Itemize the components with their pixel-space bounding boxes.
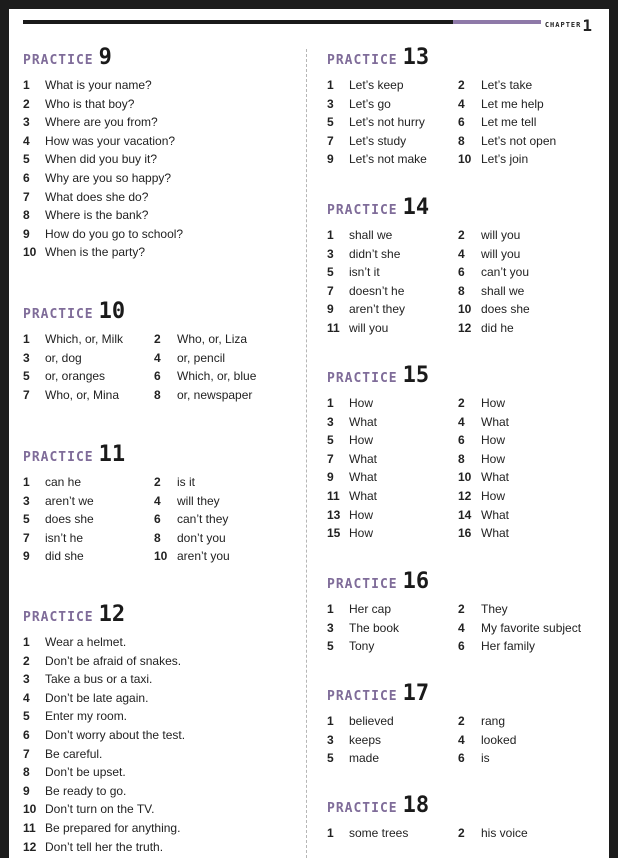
- answer-text: isn’t it: [349, 265, 380, 280]
- answer-text: didn’t she: [349, 246, 401, 261]
- practice-9-section: [23, 46, 303, 262]
- answer-number: 10: [154, 549, 168, 564]
- answer-number: 7: [23, 189, 30, 204]
- answer-row: [327, 300, 609, 319]
- answer-number: 3: [23, 493, 30, 508]
- answer-text: Let’s take: [481, 78, 533, 92]
- answer-number: 4: [458, 246, 465, 261]
- answer-text: How do you go to school?: [45, 226, 184, 241]
- answer-text: keeps: [349, 732, 382, 747]
- answer-number: 4: [458, 732, 465, 747]
- answer-text: Who, or, Mina: [45, 387, 120, 402]
- practice-number: 11: [98, 442, 126, 467]
- answer-number: 9: [327, 302, 334, 317]
- answer-row: [23, 76, 303, 95]
- answer-text: some trees: [349, 826, 409, 840]
- answer-number: 6: [23, 170, 30, 185]
- practice-heading: [327, 364, 609, 386]
- answer-number: 4: [458, 414, 465, 429]
- answer-text: or, dog: [45, 350, 82, 365]
- answer-text: What: [349, 451, 378, 466]
- answer-number: 10: [458, 152, 472, 167]
- answer-row: [23, 707, 303, 726]
- answer-number: 1: [327, 396, 334, 410]
- answer-row: [23, 633, 303, 652]
- practice-heading: [327, 46, 609, 68]
- answer-row: [23, 800, 303, 819]
- practice-18-section: [327, 794, 609, 843]
- practice-label: PRACTICE: [23, 307, 94, 322]
- answer-text: What: [481, 507, 510, 522]
- answer-text: does she: [481, 302, 530, 317]
- answer-number: 3: [23, 115, 30, 130]
- answer-text: Who is that boy?: [45, 96, 135, 111]
- practice-label: PRACTICE: [327, 371, 398, 386]
- practice-15-section: [327, 364, 609, 543]
- answer-number: 10: [458, 302, 472, 317]
- answer-text: My favorite subject: [481, 620, 582, 635]
- answer-row: [327, 132, 609, 151]
- answer-number: 16: [458, 526, 472, 541]
- answer-number: 8: [23, 208, 30, 223]
- answer-number: 11: [327, 488, 340, 503]
- answer-text: How: [349, 396, 374, 410]
- answer-row: [23, 150, 303, 169]
- answer-number: 9: [327, 470, 334, 485]
- answer-row: [327, 619, 609, 638]
- answer-text: aren’t we: [45, 493, 94, 508]
- answer-number: 4: [458, 620, 465, 635]
- answer-row: [327, 394, 609, 413]
- answer-text: will you: [349, 320, 389, 335]
- answer-number: 2: [458, 78, 465, 92]
- answer-number: 1: [23, 635, 30, 649]
- answer-number: 6: [154, 512, 161, 527]
- chapter-marker: [545, 16, 593, 35]
- answer-number: 1: [23, 475, 30, 489]
- answer-number: 11: [327, 320, 340, 335]
- answer-number: 8: [23, 765, 30, 780]
- answer-number: 13: [327, 507, 341, 522]
- answer-text: Be ready to go.: [45, 783, 127, 798]
- answer-row: [23, 529, 303, 548]
- answer-row: [23, 367, 303, 386]
- answer-text: Tony: [349, 639, 375, 654]
- practice-label: PRACTICE: [23, 53, 94, 68]
- practice-heading: [23, 603, 303, 625]
- answer-number: 3: [327, 414, 334, 429]
- answer-number: 1: [23, 332, 30, 346]
- practice-heading: [327, 196, 609, 218]
- answer-text: Let’s go: [349, 96, 391, 111]
- answer-number: 2: [23, 653, 30, 668]
- answer-number: 1: [327, 78, 334, 92]
- answer-text: aren’t they: [349, 302, 406, 317]
- practice-label: PRACTICE: [327, 689, 398, 704]
- answer-number: 7: [327, 133, 334, 148]
- answer-row: [327, 824, 609, 843]
- answer-row: [23, 745, 303, 764]
- answer-text: will you: [481, 228, 521, 242]
- practice-heading: [23, 300, 303, 322]
- practice-14-section: [327, 196, 609, 338]
- answer-text: Enter my room.: [45, 709, 128, 724]
- answer-number: 6: [458, 115, 465, 130]
- answer-row: [23, 95, 303, 114]
- answer-number: 5: [23, 369, 30, 384]
- header-rule-accent: [453, 20, 541, 24]
- answer-text: rang: [481, 714, 506, 728]
- answer-number: 5: [327, 433, 334, 448]
- practice-10-section: [23, 300, 303, 404]
- answer-text: Let’s not open: [481, 133, 557, 148]
- answer-row: [327, 524, 609, 543]
- answer-text: can he: [45, 475, 82, 489]
- answer-text: Why are you so happy?: [45, 170, 172, 185]
- answer-row: [327, 712, 609, 731]
- answer-text: Don’t worry about the test.: [45, 727, 186, 742]
- answer-number: 12: [23, 839, 37, 854]
- answer-number: 9: [327, 152, 334, 167]
- answer-text: his voice: [481, 826, 528, 840]
- answer-row: [23, 492, 303, 511]
- answer-text: Let me help: [481, 96, 544, 111]
- practice-label: PRACTICE: [327, 801, 398, 816]
- answer-row: [23, 188, 303, 207]
- answer-number: 8: [458, 451, 465, 466]
- practice-number: 13: [402, 45, 430, 70]
- answer-number: 12: [458, 488, 472, 503]
- answer-number: 8: [154, 387, 161, 402]
- answer-number: 4: [23, 133, 30, 148]
- answer-number: 4: [154, 493, 161, 508]
- answer-number: 6: [458, 751, 465, 766]
- answer-number: 8: [458, 133, 465, 148]
- answer-text: Be prepared for anything.: [45, 820, 181, 835]
- answer-number: 2: [458, 396, 465, 410]
- practice-number: 16: [402, 569, 430, 594]
- answer-number: 6: [154, 369, 161, 384]
- answer-row: [23, 838, 303, 857]
- practice-number: 9: [98, 45, 112, 70]
- answer-number: 6: [458, 639, 465, 654]
- answer-text: does she: [45, 512, 94, 527]
- answer-number: 7: [327, 451, 334, 466]
- answer-number: 6: [458, 265, 465, 280]
- answer-number: 2: [458, 714, 465, 728]
- answer-number: 6: [23, 727, 30, 742]
- answer-text: What: [481, 470, 510, 485]
- answer-number: 3: [23, 672, 30, 687]
- answer-text: or, newspaper: [177, 387, 253, 402]
- answer-text: What: [481, 526, 510, 541]
- answer-text: can’t they: [177, 512, 229, 527]
- answer-text: What does she do?: [45, 189, 149, 204]
- answer-row: [327, 468, 609, 487]
- answer-number: 7: [23, 746, 30, 761]
- answer-row: [23, 349, 303, 368]
- answer-text: aren’t you: [177, 549, 230, 564]
- answer-text: Let’s join: [481, 152, 529, 167]
- answer-text: don’t you: [177, 530, 226, 545]
- answer-text: What: [481, 414, 510, 429]
- practice-number: 17: [402, 681, 430, 706]
- answer-number: 1: [327, 826, 334, 840]
- answer-text: When did you buy it?: [45, 152, 158, 167]
- answer-number: 10: [458, 470, 472, 485]
- answer-text: Let’s not hurry: [349, 115, 425, 130]
- practice-label: PRACTICE: [327, 53, 398, 68]
- answer-number: 5: [327, 751, 334, 766]
- answer-number: 1: [23, 78, 30, 92]
- answer-row: [327, 487, 609, 506]
- answer-text: Don’t turn on the TV.: [45, 802, 155, 817]
- answer-text: Don’t be afraid of snakes.: [45, 653, 182, 668]
- answer-text: Wear a helmet.: [45, 635, 127, 649]
- answer-number: 9: [23, 783, 30, 798]
- practice-number: 15: [402, 363, 430, 388]
- answer-number: 7: [23, 387, 30, 402]
- answer-text: Who, or, Liza: [177, 332, 248, 346]
- answer-text: Let’s keep: [349, 78, 404, 92]
- answer-row: [327, 600, 609, 619]
- answer-number: 2: [458, 228, 465, 242]
- answer-text: The book: [349, 620, 400, 635]
- answer-text: made: [349, 751, 380, 766]
- answer-text: How: [481, 451, 506, 466]
- practice-number: 12: [98, 602, 126, 627]
- answer-text: Where is the bank?: [45, 208, 149, 223]
- answer-number: 1: [327, 228, 334, 242]
- answer-text: will they: [177, 493, 220, 508]
- answer-text: How: [349, 433, 374, 448]
- header-rule: [23, 20, 453, 24]
- answer-text: Don’t tell her the truth.: [45, 839, 164, 854]
- answer-text: will you: [481, 246, 521, 261]
- answer-number: 1: [327, 602, 334, 616]
- answer-text: or, pencil: [177, 350, 226, 365]
- practice-heading: [327, 794, 609, 816]
- answer-row: [23, 206, 303, 225]
- answer-number: 5: [23, 709, 30, 724]
- answer-text: How: [481, 433, 506, 448]
- answer-number: 7: [23, 530, 30, 545]
- answer-number: 15: [327, 526, 341, 541]
- answer-text: or, oranges: [45, 369, 106, 384]
- answer-number: 2: [154, 332, 161, 346]
- answer-row: [327, 431, 609, 450]
- column-divider: [306, 49, 307, 858]
- answer-text: did she: [45, 549, 84, 564]
- answer-row: [23, 510, 303, 529]
- answer-number: 2: [154, 475, 161, 489]
- answer-text: What: [349, 414, 378, 429]
- answer-row: [327, 226, 609, 245]
- answer-row: [23, 113, 303, 132]
- answer-text: Her family: [481, 639, 536, 654]
- answer-row: [23, 169, 303, 188]
- answer-number: 5: [23, 152, 30, 167]
- answer-row: [23, 726, 303, 745]
- answer-text: Where are you from?: [45, 115, 158, 130]
- answer-number: 10: [23, 245, 37, 260]
- answer-text: How: [481, 396, 506, 410]
- answer-row: [23, 819, 303, 838]
- answer-number: 3: [327, 96, 334, 111]
- answer-text: isn’t he: [45, 530, 84, 545]
- chapter-number: 1: [582, 16, 593, 35]
- answer-text: Be careful.: [45, 746, 103, 761]
- answer-row: [327, 637, 609, 656]
- answer-number: 3: [327, 620, 334, 635]
- answer-row: [327, 506, 609, 525]
- answer-row: [327, 282, 609, 301]
- answer-text: shall we: [481, 283, 525, 298]
- answer-text: doesn’t he: [349, 283, 405, 298]
- practice-heading: [327, 682, 609, 704]
- answer-row: [327, 150, 609, 169]
- answer-text: Let’s study: [349, 133, 407, 148]
- answer-number: 14: [458, 507, 472, 522]
- answer-number: 2: [23, 96, 30, 111]
- answer-key-page: [9, 9, 609, 858]
- answer-number: 8: [458, 283, 465, 298]
- answer-text: did he: [481, 320, 514, 335]
- practice-number: 14: [402, 195, 430, 220]
- answer-text: is it: [177, 475, 195, 489]
- practice-heading: [23, 46, 303, 68]
- answer-number: 5: [327, 115, 334, 130]
- answer-row: [327, 113, 609, 132]
- answer-number: 3: [327, 732, 334, 747]
- answer-number: 4: [458, 96, 465, 111]
- answer-row: [23, 652, 303, 671]
- answer-text: Take a bus or a taxi.: [45, 672, 153, 687]
- answer-text: is: [481, 751, 490, 766]
- answer-number: 12: [458, 320, 472, 335]
- answer-row: [23, 670, 303, 689]
- answer-row: [23, 132, 303, 151]
- answer-number: 5: [23, 512, 30, 527]
- answer-row: [23, 782, 303, 801]
- answer-row: [327, 245, 609, 264]
- answer-row: [23, 225, 303, 244]
- practice-label: PRACTICE: [327, 577, 398, 592]
- answer-text: How: [349, 526, 374, 541]
- practice-13-section: [327, 46, 609, 169]
- answer-row: [327, 450, 609, 469]
- answer-text: How was your vacation?: [45, 133, 176, 148]
- answer-number: 6: [458, 433, 465, 448]
- answer-number: 9: [23, 549, 30, 564]
- answer-row: [327, 95, 609, 114]
- answer-row: [23, 243, 303, 262]
- answer-number: 10: [23, 802, 37, 817]
- answer-row: [23, 547, 303, 566]
- answer-text: What: [349, 470, 378, 485]
- chapter-label: CHAPTER: [544, 21, 582, 29]
- practice-number: 10: [98, 299, 126, 324]
- practice-heading: [23, 443, 303, 465]
- answer-text: How: [349, 507, 374, 522]
- answer-text: They: [481, 602, 508, 616]
- answer-number: 9: [23, 226, 30, 241]
- answer-number: 3: [23, 350, 30, 365]
- answer-row: [327, 413, 609, 432]
- practice-number: 18: [402, 793, 430, 818]
- answer-text: Which, or, blue: [177, 369, 257, 384]
- practice-heading: [327, 570, 609, 592]
- answer-text: When is the party?: [45, 245, 146, 260]
- practice-label: PRACTICE: [327, 203, 398, 218]
- answer-text: Don’t be upset.: [45, 765, 126, 780]
- answer-row: [327, 749, 609, 768]
- practice-11-section: [23, 443, 303, 566]
- answer-row: [327, 76, 609, 95]
- practice-16-section: [327, 570, 609, 656]
- answer-text: How: [481, 488, 506, 503]
- answer-row: [23, 473, 303, 492]
- answer-row: [23, 763, 303, 782]
- answer-text: What: [349, 488, 378, 503]
- practice-12-section: [23, 603, 303, 856]
- answer-text: Don’t be late again.: [45, 690, 149, 705]
- answer-text: believed: [349, 714, 394, 728]
- answer-row: [327, 263, 609, 282]
- answer-number: 2: [458, 826, 465, 840]
- answer-row: [327, 319, 609, 338]
- answer-text: Which, or, Milk: [45, 332, 124, 346]
- answer-number: 7: [327, 283, 334, 298]
- answer-row: [23, 386, 303, 405]
- practice-17-section: [327, 682, 609, 768]
- answer-text: Her cap: [349, 602, 392, 616]
- answer-number: 2: [458, 602, 465, 616]
- answer-number: 8: [154, 530, 161, 545]
- answer-number: 4: [154, 350, 161, 365]
- answer-text: What is your name?: [45, 78, 152, 92]
- answer-row: [23, 330, 303, 349]
- practice-label: PRACTICE: [23, 610, 94, 625]
- answer-text: Let me tell: [481, 115, 537, 130]
- answer-text: looked: [481, 732, 517, 747]
- answer-text: shall we: [349, 228, 393, 242]
- answer-text: Let’s not make: [349, 152, 427, 167]
- answer-number: 11: [23, 820, 36, 835]
- answer-number: 5: [327, 639, 334, 654]
- answer-number: 1: [327, 714, 334, 728]
- answer-row: [327, 731, 609, 750]
- answer-text: can’t you: [481, 265, 530, 280]
- practice-label: PRACTICE: [23, 450, 94, 465]
- answer-number: 3: [327, 246, 334, 261]
- answer-number: 4: [23, 690, 30, 705]
- answer-row: [23, 689, 303, 708]
- answer-number: 5: [327, 265, 334, 280]
